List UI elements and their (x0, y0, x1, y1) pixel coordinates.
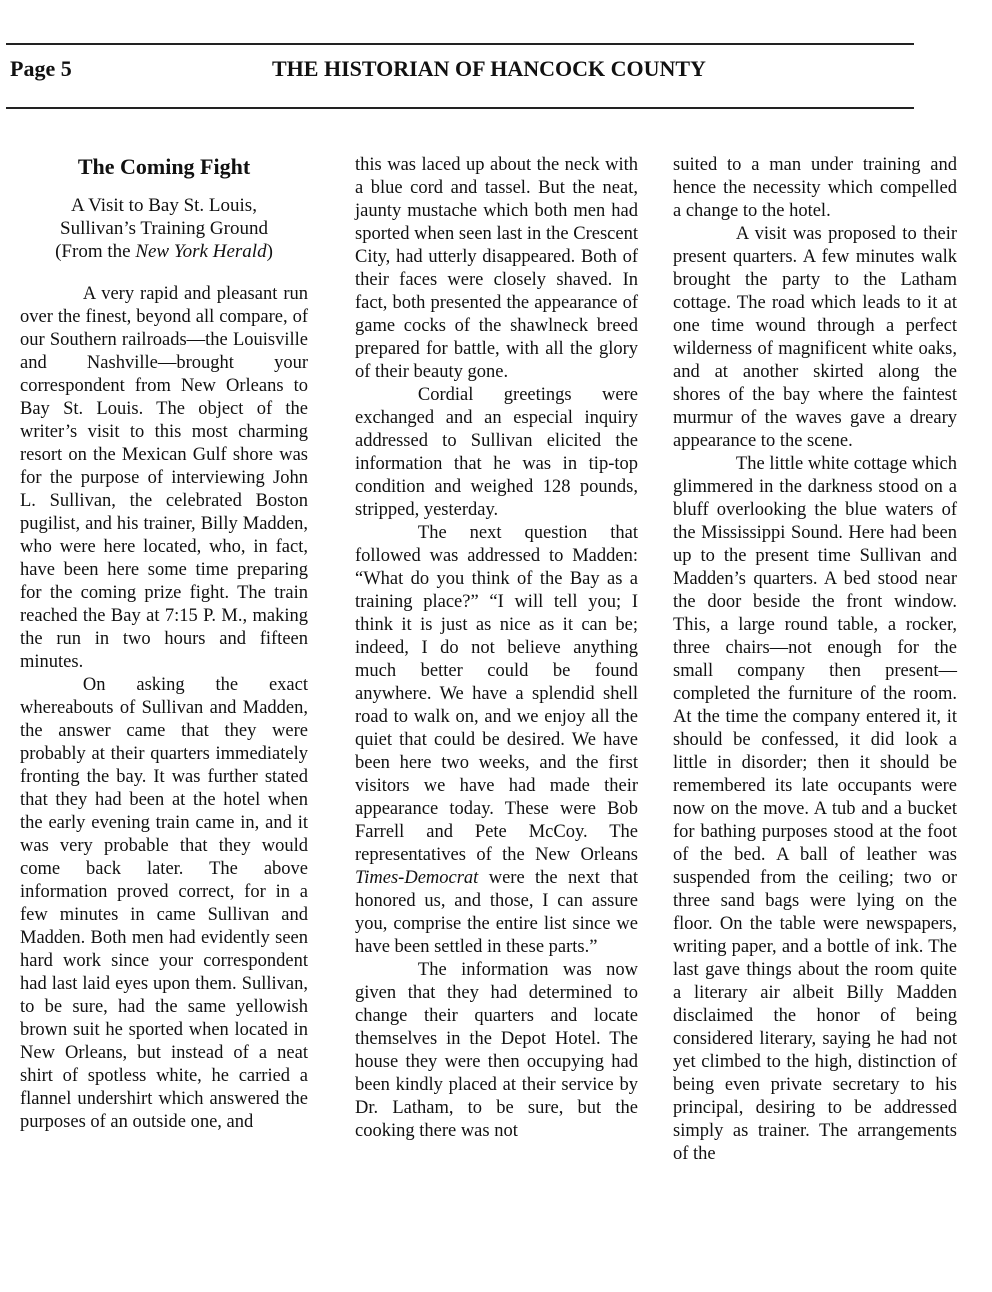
header-top-rule (6, 43, 914, 45)
source-newspaper-name: New York Herald (135, 241, 267, 262)
article-paragraph: Cordial greetings were exchanged and an especial inquiry addressed to Sullivan elicited the information that he was in tip-top condition and weighed 128 pounds, stripped, yesterday. (355, 385, 638, 520)
article-paragraph: suited to a man under training and hence the necessity which compelled a change to the hotel. (673, 155, 957, 221)
subtitle-prefix: (From the (55, 241, 136, 262)
article-paragraph (355, 522, 638, 959)
article-paragraph: The information was now given that they had determined to change their quarters and locate themselves in the Depot Hotel. The house they were then occupying had been kindly placed at their service by Dr. Latham, to be sure, but the cooking there was not (355, 960, 638, 1141)
article-column-2 (355, 154, 638, 1143)
article-paragraph: this was laced up about the neck with a blue cord and tassel. But the neat, jaunty mustache which both men had sported when seen last in the Crescent City, had utterly disappeared. Both of their faces were closely shaved. In fact, both presented the appearance of game cocks of the shawlneck breed prepared for battle, with all the glory of their beauty gone. (355, 155, 638, 382)
newspaper-name: Times-Democrat (355, 868, 479, 888)
subtitle-source-line (20, 240, 308, 263)
paragraph-text: The next question that followed was addressed to Madden: “What do you think of the Bay as a training place?” “I will tell you; I think it is just as nice as it can be; indeed, I do not believe anything much better could be found anywhere. We have a splendid shell road to walk on, and we enjoy all the quiet that could be desired. We have been here two weeks, and the first visitors we have had made their appearance today. These were Bob Farrell and Pete McCoy. The representatives of the New Orleans (355, 523, 638, 865)
article-paragraph: A very rapid and pleasant run over the finest, beyond all compare, of our Southern railroads—the Louisville and Nashville—brought your correspondent from New Orleans to Bay St. Louis. The object of the writer’s visit to this most charming resort on the Mexican Gulf shore was for the purpose of interviewing John L. Sullivan, the celebrated Boston pugilist, and his trainer, Billy Madden, who were here located, who, in fact, have been here some time preparing for the coming prize fight. The train reached the Bay at 7:15 P. M., making the run in two hours and fifteen minutes. (20, 284, 308, 672)
article-title: The Coming Fight (77, 154, 251, 179)
publication-title: THE HISTORIAN OF HANCOCK COUNTY (272, 56, 706, 81)
article-paragraph: The little white cottage which glimmered in the darkness stood on a bluff overlooking the blue waters of the Mississippi Sound. Here had been up to the present time Sullivan and Madden’s quarters. A bed stood near the door beside the front window. This, a large round table, a rocker, three chairs—not enough for the small company then present—completed the furniture of the room. At the time the company entered it, it should be confessed, it did look a little in disorder; then it should be remembered its late occupants were now on the move. A tub and a bucket for bathing purposes stood at the foot of the bed. A ball of leather was suspended from the ceiling; two or three sand bags were lying on the floor. On the table were newspapers, writing paper, and a bottle of ink. The last gave things about the room quite a literary air albeit Billy Madden disclaimed the honor of being considered literary, saying he had not yet climbed to the high, distinction of being even private secretary to his principal, desiring to be addressed simply as trainer. The arrangements of the (673, 454, 957, 1164)
article-paragraph: A visit was proposed to their present quarters. A few minutes walk brought the party to the Latham cottage. The road which leads to it at one time wound through a perfect wilderness of magnificent white oaks, and at another skirted along the shores of the bay where the faintest murmur of the waves gave a dreary appearance to the scene. (673, 224, 957, 451)
paragraph-text: were the next that honored us, and those, I can assure you, comprise the entire list since we have been settled in these parts.” (355, 868, 639, 957)
subtitle-suffix: ) (266, 241, 273, 262)
article-subtitle (20, 194, 308, 263)
subtitle-line: Sullivan’s Training Ground (60, 218, 268, 239)
page-number: Page 5 (10, 56, 72, 81)
header-bottom-rule (6, 107, 914, 109)
article-column-1 (20, 154, 308, 1134)
subtitle-line: A Visit to Bay St. Louis, (71, 195, 257, 216)
article-paragraph: On asking the exact whereabouts of Sullivan and Madden, the answer came that they were probably at their quarters immediately fronting the bay. It was further stated that they had been at the hotel when the early evening train came in, and it was very probable that they would come back later. The above information proved correct, for in a few minutes in came Sullivan and Madden. Both men had evidently seen hard work since your correspondent had last laid eyes upon them. Sullivan, to be sure, had the same yellowish brown suit he sported when located in New Orleans, but instead of a neat shirt of spotless white, he carried a flannel undershirt which answered the purposes of an outside one, and (20, 675, 308, 1132)
article-column-3 (673, 154, 957, 1166)
